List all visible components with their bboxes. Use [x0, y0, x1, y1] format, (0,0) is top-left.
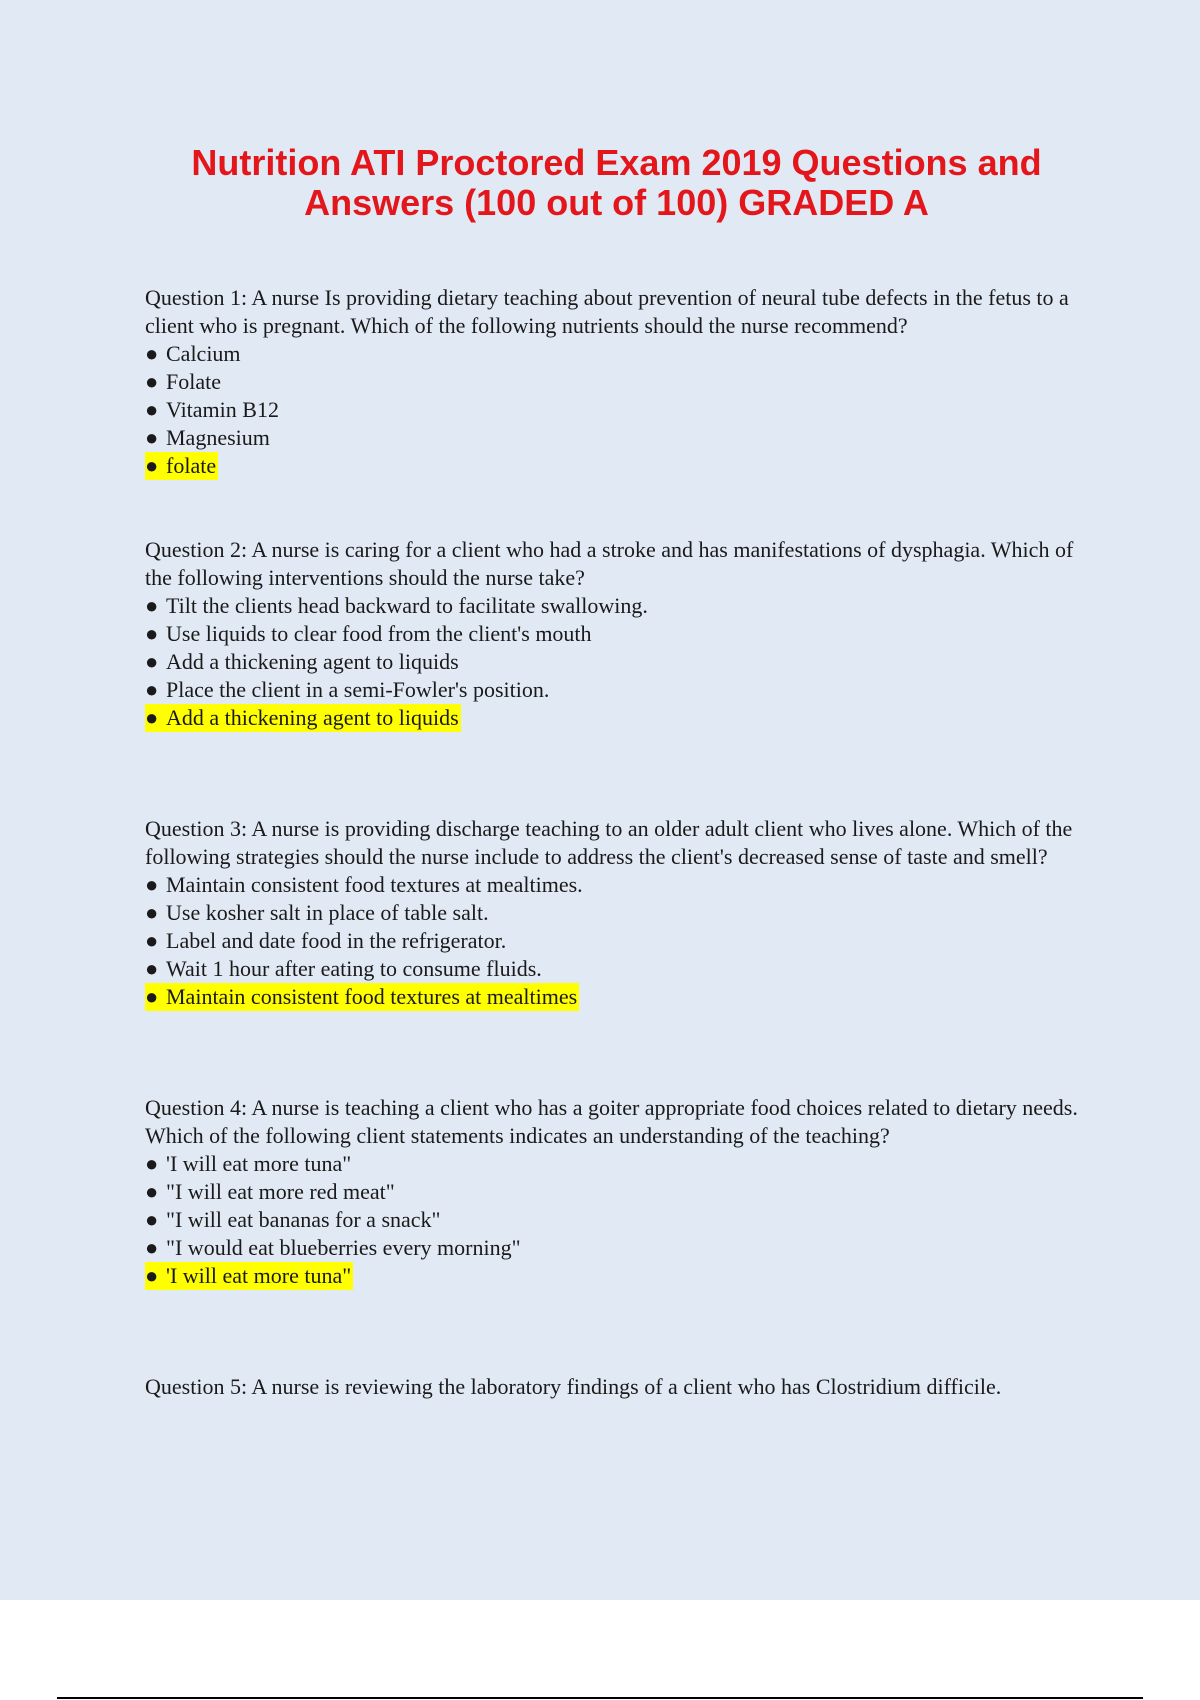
question-1 — [145, 284, 1090, 480]
options-list — [145, 592, 1090, 732]
option-text: Vitamin B12 — [166, 397, 279, 422]
bullet-icon: ● — [145, 1179, 159, 1204]
option — [145, 396, 1090, 424]
option — [145, 871, 1090, 899]
question-4 — [145, 1094, 1090, 1290]
option — [145, 592, 1090, 620]
answer-text: 'I will eat more tuna" — [166, 1263, 352, 1288]
bullet-icon: ● — [145, 705, 159, 730]
option-text: 'I will eat more tuna" — [166, 1151, 352, 1176]
highlighted-answer — [145, 704, 461, 732]
answer-text: folate — [166, 453, 217, 478]
option — [145, 676, 1090, 704]
option-text: Magnesium — [166, 425, 270, 450]
option-text: Wait 1 hour after eating to consume fluids. — [166, 956, 542, 981]
option — [145, 1206, 1090, 1234]
question-2 — [145, 536, 1090, 732]
answer-option — [145, 983, 1090, 1011]
question-3 — [145, 815, 1090, 1011]
answer-option — [145, 452, 1090, 480]
bullet-icon: ● — [145, 677, 159, 702]
option — [145, 368, 1090, 396]
highlighted-answer — [145, 983, 579, 1011]
option — [145, 1150, 1090, 1178]
bullet-icon: ● — [145, 956, 159, 981]
bullet-icon: ● — [145, 397, 159, 422]
bullet-icon: ● — [145, 425, 159, 450]
option — [145, 927, 1090, 955]
answer-option — [145, 704, 1090, 732]
highlighted-answer — [145, 1262, 353, 1290]
question-text: Question 5: A nurse is reviewing the laboratory findings of a client who has Clostridium difficile. — [145, 1374, 1002, 1399]
option-text: Label and date food in the refrigerator. — [166, 928, 507, 953]
bullet-icon: ● — [145, 1263, 159, 1288]
document-title — [0, 143, 1200, 223]
option — [145, 648, 1090, 676]
option — [145, 620, 1090, 648]
bullet-icon: ● — [145, 984, 159, 1009]
bullet-icon: ● — [145, 1151, 159, 1176]
question-5 — [145, 1373, 1090, 1401]
options-list — [145, 1150, 1090, 1290]
option — [145, 1234, 1090, 1262]
bullet-icon: ● — [145, 453, 159, 478]
option — [145, 424, 1090, 452]
options-list — [145, 871, 1090, 1011]
question-text: Question 4: A nurse is teaching a client who has a goiter appropriate food choices related to dietary needs. Which of the following client statements indicates an understanding of the teaching? — [145, 1095, 1078, 1148]
highlighted-answer — [145, 452, 218, 480]
answer-text: Add a thickening agent to liquids — [166, 705, 459, 730]
question-text: Question 3: A nurse is providing discharge teaching to an older adult client who lives alone. Which of the following strategies should the nurse include to address the client's decreased sense of taste and smell? — [145, 816, 1073, 869]
option-text: Place the client in a semi-Fowler's position. — [166, 677, 550, 702]
question-text: Question 1: A nurse Is providing dietary teaching about prevention of neural tube defects in the fetus to a client who is pregnant. Which of the following nutrients should the nurse recommend? — [145, 285, 1069, 338]
options-list — [145, 340, 1090, 480]
bullet-icon: ● — [145, 1207, 159, 1232]
question-text: Question 2: A nurse is caring for a client who had a stroke and has manifestations of dysphagia. Which of the following interventions should the nurse take? — [145, 537, 1074, 590]
bullet-icon: ● — [145, 341, 159, 366]
answer-option — [145, 1262, 1090, 1290]
option-text: "I will eat bananas for a snack" — [166, 1207, 441, 1232]
bullet-icon: ● — [145, 369, 159, 394]
option — [145, 899, 1090, 927]
option-text: Maintain consistent food textures at mealtimes. — [166, 872, 583, 897]
bullet-icon: ● — [145, 621, 159, 646]
option — [145, 340, 1090, 368]
bullet-icon: ● — [145, 872, 159, 897]
footer-divider — [57, 1697, 1143, 1699]
answer-text: Maintain consistent food textures at mealtimes — [166, 984, 578, 1009]
bullet-icon: ● — [145, 593, 159, 618]
option — [145, 955, 1090, 983]
title-line-2: Answers (100 out of 100) GRADED A — [304, 182, 929, 223]
title-line-1: Nutrition ATI Proctored Exam 2019 Questions and — [191, 142, 1042, 183]
option-text: Use liquids to clear food from the client's mouth — [166, 621, 592, 646]
option-text: "I will eat more red meat" — [166, 1179, 395, 1204]
option-text: Folate — [166, 369, 221, 394]
option-text: Tilt the clients head backward to facilitate swallowing. — [166, 593, 648, 618]
bullet-icon: ● — [145, 928, 159, 953]
option-text: "I would eat blueberries every morning" — [166, 1235, 521, 1260]
option — [145, 1178, 1090, 1206]
option-text: Add a thickening agent to liquids — [166, 649, 459, 674]
option-text: Calcium — [166, 341, 241, 366]
bullet-icon: ● — [145, 649, 159, 674]
bullet-icon: ● — [145, 1235, 159, 1260]
option-text: Use kosher salt in place of table salt. — [166, 900, 489, 925]
bullet-icon: ● — [145, 900, 159, 925]
